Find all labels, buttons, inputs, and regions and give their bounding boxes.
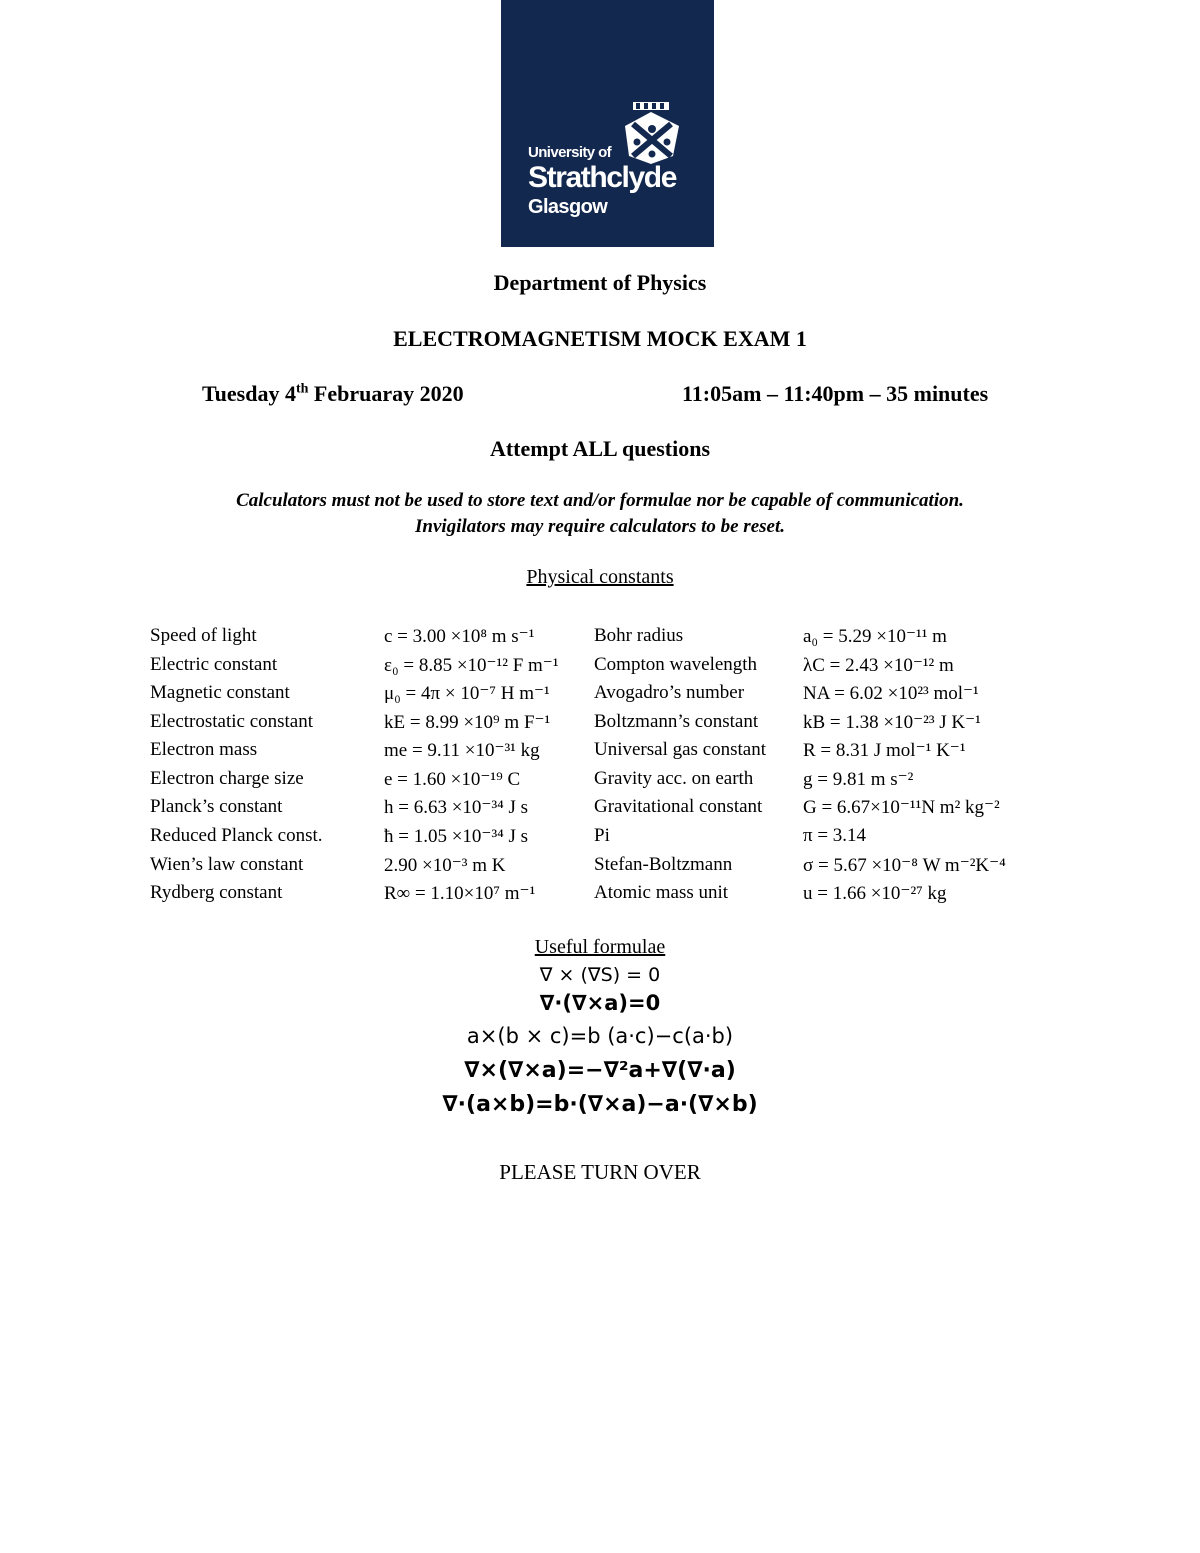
constants-row [0,739,1200,767]
constant-name: Pi [594,825,610,846]
constant-name: Stefan-Boltzmann [594,854,733,875]
constant-value: kB = 1.38 ×10⁻²³ J K⁻¹ [803,712,981,733]
constant-value: c = 3.00 ×10⁸ m s⁻¹ [384,626,535,647]
constants-row [0,882,1200,910]
constant-name: Atomic mass unit [594,882,729,903]
constant-name: Avogadro’s number [594,682,745,703]
logo-line-glasgow: Glasgow [528,196,608,218]
constant-name: Electric constant [150,654,278,675]
constant-value: u = 1.66 ×10⁻²⁷ kg [803,883,947,904]
formula-curl-curl: ∇×(∇×a)=−∇²a+∇(∇·a) [464,1058,736,1083]
constant-value: me = 9.11 ×10⁻³¹ kg [384,740,540,761]
turn-over-notice: PLEASE TURN OVER [499,1160,701,1184]
constant-value: ħ = 1.05 ×10⁻³⁴ J s [384,826,529,847]
constant-value: 2.90 ×10⁻³ m K [384,855,506,876]
formulae-heading: Useful formulae [534,936,666,958]
constant-name: Electron mass [150,739,258,760]
formula-div-curl: ∇·(∇×a)=0 [539,991,661,1015]
constant-name: Planck’s constant [150,796,283,817]
constant-name: Wien’s law constant [150,854,304,875]
constant-value: σ = 5.67 ×10⁻⁸ W m⁻²K⁻⁴ [803,855,1006,876]
constant-value: kE = 8.99 ×10⁹ m F⁻¹ [384,712,551,733]
constants-row [0,711,1200,739]
constant-value: μ₀ = 4π × 10⁻⁷ H m⁻¹ [384,683,550,704]
constant-name: Electrostatic constant [150,711,314,732]
university-logo [501,0,714,247]
constant-value: a₀ = 5.29 ×10⁻¹¹ m [803,626,947,647]
formula-div-cross: ∇·(a×b)=b·(∇×a)−a·(∇×b) [442,1092,758,1117]
date-superscript: th [295,381,309,397]
constant-value: NA = 6.02 ×10²³ mol⁻¹ [803,683,979,704]
constant-name: Magnetic constant [150,682,290,703]
constant-name: Universal gas constant [594,739,767,760]
constant-value: ε₀ = 8.85 ×10⁻¹² F m⁻¹ [384,655,559,676]
logo-line-strathclyde: Strathclyde [528,161,676,194]
constant-name: Compton wavelength [594,654,758,675]
constant-value: λC = 2.43 ×10⁻¹² m [803,655,954,676]
constant-name: Boltzmann’s constant [594,711,759,732]
constant-value: e = 1.60 ×10⁻¹⁹ C [384,769,521,790]
constants-row [0,625,1200,653]
exam-title: ELECTROMAGNETISM MOCK EXAM 1 [393,326,807,351]
constant-name: Bohr radius [594,625,684,646]
constant-name: Gravitational constant [594,796,763,817]
date-suffix: Februaray 2020 [308,381,464,406]
crest-icon [621,100,687,166]
constant-value: g = 9.81 m s⁻² [803,769,914,790]
constant-value: G = 6.67×10⁻¹¹N m² kg⁻² [803,797,1000,818]
calculator-note-2: Invigilators may require calculators to be reset. [415,516,785,537]
calculator-note-1: Calculators must not be used to store text and/or formulae nor be capable of communication. [236,490,964,511]
constant-name: Reduced Planck const. [150,825,323,846]
constant-name: Speed of light [150,625,257,646]
exam-date [202,381,464,407]
constant-name: Rydberg constant [150,882,283,903]
constants-row [0,854,1200,882]
constants-heading: Physical constants [526,566,674,588]
exam-time: 11:05am – 11:40pm – 35 minutes [682,381,989,406]
constants-row [0,654,1200,682]
attempt-instruction: Attempt ALL questions [489,436,711,461]
constants-row [0,682,1200,710]
constant-value: R∞ = 1.10×10⁷ m⁻¹ [384,883,536,904]
constant-value: π = 3.14 [803,825,867,846]
constant-name: Electron charge size [150,768,304,789]
constant-value: R = 8.31 J mol⁻¹ K⁻¹ [803,740,966,761]
formula-curl-grad: ∇ × (∇S) = 0 [539,964,661,986]
formula-triple-product: a×(b × c)=b (a·c)−c(a·b) [466,1024,734,1048]
constants-row [0,825,1200,853]
date-prefix: Tuesday 4 [202,381,296,406]
constant-value: h = 6.63 ×10⁻³⁴ J s [384,797,529,818]
constant-name: Gravity acc. on earth [594,768,754,789]
logo-line-university: University of [528,144,612,161]
constants-row [0,768,1200,796]
department-title: Department of Physics [493,270,707,295]
constants-row [0,796,1200,824]
